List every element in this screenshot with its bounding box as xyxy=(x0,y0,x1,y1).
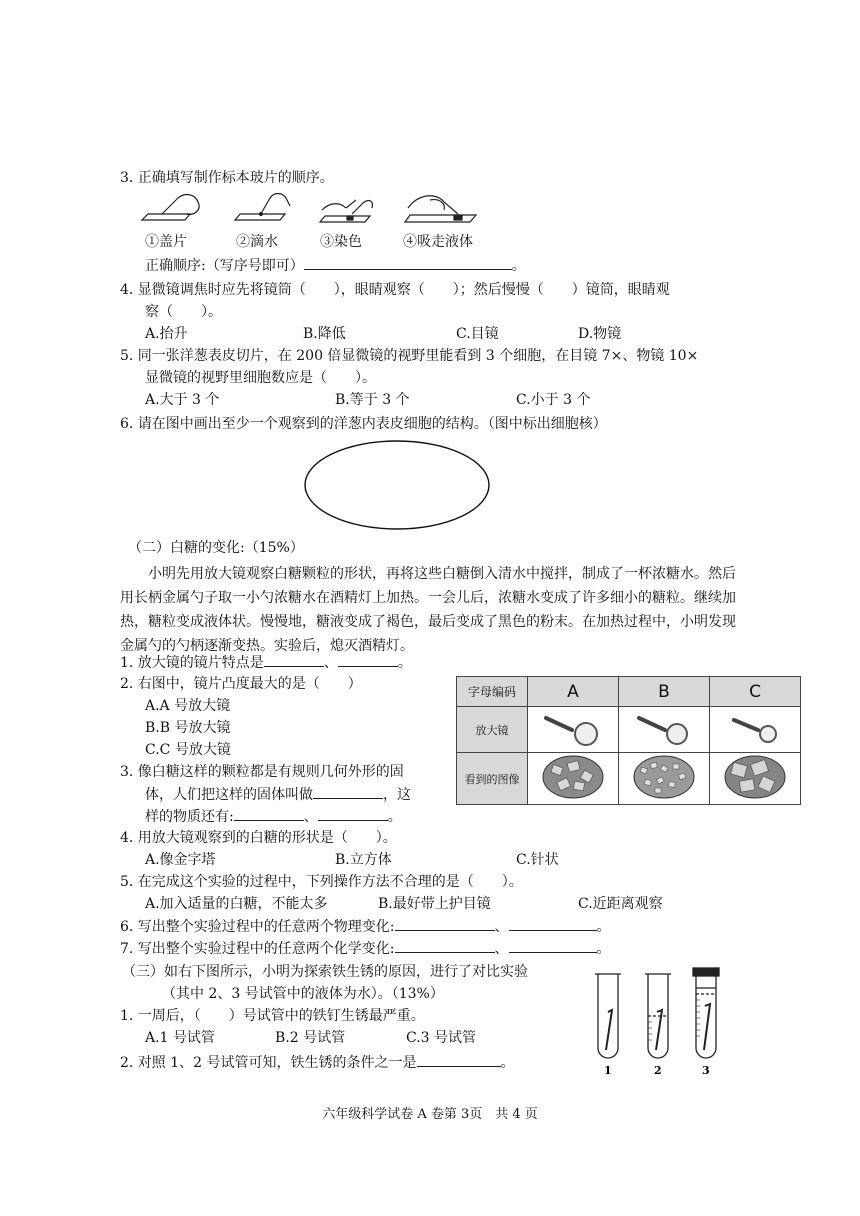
table-row-magnifier: 放大镜 xyxy=(457,707,528,753)
s2-q3-line3a: 样的物质还有: xyxy=(145,809,234,825)
s2-q7-mid: 、 xyxy=(494,941,509,957)
tube-label-3: 3 xyxy=(702,1064,710,1077)
magnifier-b-cell xyxy=(619,707,710,753)
s2-q7-line xyxy=(120,938,611,959)
s2-q4-option-b[interactable]: B.立方体 xyxy=(335,852,392,868)
s2-q2-option-a[interactable]: A.A 号放大镜 xyxy=(145,698,231,714)
q3-step-4: ④吸走液体 xyxy=(403,234,473,250)
q5-option-b[interactable]: B.等于 3 个 xyxy=(335,392,410,408)
s2-q3-blank-1[interactable] xyxy=(313,784,383,799)
s2-q7-blank-2[interactable] xyxy=(509,938,597,953)
s2-q4-option-a[interactable]: A.像金字塔 xyxy=(145,852,216,868)
q5-option-a[interactable]: A.大于 3 个 xyxy=(145,392,220,408)
q6-text: 6. 请在图中画出至少一个观察到的洋葱内表皮细胞的结构。（图中标出细胞核） xyxy=(120,416,607,432)
q3-answer-line xyxy=(145,255,526,276)
slide-steps-illustration xyxy=(140,190,490,230)
q3-step-2: ②滴水 xyxy=(236,234,278,250)
page-footer: 六年级科学试卷 A 卷第 3页 共 4 页 xyxy=(322,1107,538,1122)
table-row-image: 看到的图像 xyxy=(457,753,528,805)
table-col-b: B xyxy=(619,677,710,707)
magnifier-b-icon xyxy=(629,710,699,746)
s2-q3-line3c: 。 xyxy=(387,809,402,825)
s2-q6-mid: 、 xyxy=(494,919,509,935)
q4-option-c[interactable]: C.目镜 xyxy=(456,326,499,342)
s2-q3-line-3 xyxy=(145,806,402,827)
s2-q7-prefix: 7. 写出整个实验过程中的任意两个化学变化: xyxy=(120,941,395,957)
s2-q4-text: 4. 用放大镜观察到的白糖的形状是（ ）。 xyxy=(120,830,397,846)
q3-answer-prefix: 正确顺序:（写序号即可） xyxy=(145,258,304,274)
s3-q1-option-b[interactable]: B.2 号试管 xyxy=(275,1030,346,1046)
q3-answer-blank[interactable] xyxy=(304,255,512,270)
table-col-a: A xyxy=(528,677,619,707)
s2-q1-mid: 、 xyxy=(323,655,338,671)
magnifier-c-icon xyxy=(720,710,790,746)
section2-paragraph: 小明先用放大镜观察白糖颗粒的形状，再将这些白糖倒入清水中搅拌，制成了一杯浓糖水。然后用长柄金属勺子取一小勺浓糖水在酒精灯上加热。一会儿后，浓糖水变成了许多细小的糖粒。继续加热，糖粒变成液体状。慢慢地，糖液变成了褐色，最后变成了黑色的粉末。在加热过程中，小明发现金属勺的勺柄逐渐变热。实验后，熄灭酒精灯。 xyxy=(120,566,736,654)
q4-option-a[interactable]: A.抬升 xyxy=(145,326,188,342)
cell-drawing-area[interactable] xyxy=(302,438,492,532)
sugar-view-b-cell xyxy=(619,753,710,805)
s2-q1-line xyxy=(120,652,412,673)
s2-q6-prefix: 6. 写出整个实验过程中的任意两个物理变化: xyxy=(120,919,395,935)
s3-q1-text: 1. 一周后，（ ）号试管中的铁钉生锈最严重。 xyxy=(120,1008,425,1024)
s3-q2-suffix: 。 xyxy=(500,1055,515,1071)
q5-line-2: 显微镜的视野里细胞数应是（ ）。 xyxy=(145,370,376,386)
s3-q1-option-a[interactable]: A.1 号试管 xyxy=(145,1030,215,1046)
s2-q3-line2b: ，这 xyxy=(383,787,411,803)
table-col-c: C xyxy=(710,677,801,707)
s2-q2-text: 2. 右图中，镜片凸度最大的是（ ） xyxy=(120,676,362,692)
s2-q2-option-c[interactable]: C.C 号放大镜 xyxy=(145,742,231,758)
s2-q3-line2a: 体，人们把这样的固体叫做 xyxy=(145,787,313,803)
s2-q3-blank-2[interactable] xyxy=(234,806,304,821)
q3-step-1: ①盖片 xyxy=(145,234,187,250)
s2-q6-suffix: 。 xyxy=(596,919,611,935)
s3-q2-blank[interactable] xyxy=(417,1052,501,1067)
s2-q7-suffix: 。 xyxy=(596,941,611,957)
q4-line-2: 察（ ）。 xyxy=(145,304,222,320)
sugar-view-c-cell xyxy=(710,753,801,805)
q3-title: 3. 正确填写制作标本玻片的顺序。 xyxy=(120,170,334,186)
s2-q1-prefix: 1. 放大镜的镜片特点是 xyxy=(120,655,264,671)
q4-line-1: 4. 显微镜调焦时应先将镜筒（ ），眼睛观察（ ）；然后慢慢（ ）镜筒，眼睛观 xyxy=(120,282,670,298)
q5-line-1: 5. 同一张洋葱表皮切片，在 200 倍显微镜的视野里能看到 3 个细胞，在目镜 7×、物镜 10× xyxy=(120,348,699,364)
magnifier-a-cell xyxy=(528,707,619,753)
test-tubes-illustration xyxy=(590,966,730,1078)
s2-q5-option-c[interactable]: C.近距离观察 xyxy=(578,896,663,912)
s2-q4-option-c[interactable]: C.针状 xyxy=(516,852,559,868)
table-header-label: 字母编码 xyxy=(457,677,528,707)
s2-q5-option-b[interactable]: B.最好带上护目镜 xyxy=(378,896,491,912)
tube-label-1: 1 xyxy=(604,1064,612,1077)
s2-q3-line-2 xyxy=(145,784,411,805)
s2-q1-blank-1[interactable] xyxy=(264,652,324,667)
s2-q2-option-b[interactable]: B.B 号放大镜 xyxy=(145,720,231,736)
section3-heading-2: （其中 2、3 号试管中的液体为水）。（13%） xyxy=(162,986,444,1002)
tube-label-2: 2 xyxy=(654,1064,662,1077)
magnifier-table xyxy=(456,676,801,805)
sugar-view-a-cell xyxy=(528,753,619,805)
s2-q1-blank-2[interactable] xyxy=(338,652,398,667)
s2-q3-line-1: 3. 像白糖这样的颗粒都是有规则几何外形的固 xyxy=(120,764,404,780)
s3-q2-line xyxy=(120,1052,515,1073)
section2-heading: （二）白糖的变化:（15%） xyxy=(128,540,304,556)
s2-q3-line3b: 、 xyxy=(303,809,318,825)
s2-q6-blank-1[interactable] xyxy=(395,916,495,931)
sugar-crystals-b-image xyxy=(629,754,699,800)
q4-option-d[interactable]: D.物镜 xyxy=(578,326,622,342)
s2-q3-blank-3[interactable] xyxy=(318,806,388,821)
s2-q7-blank-1[interactable] xyxy=(395,938,495,953)
sugar-crystals-a-image xyxy=(538,754,608,800)
section3-heading: （三）如右下图所示，小明为探索铁生锈的原因，进行了对比实验 xyxy=(122,964,528,980)
sugar-crystals-c-image xyxy=(720,754,790,800)
q4-option-b[interactable]: B.降低 xyxy=(303,326,346,342)
q3-answer-suffix: 。 xyxy=(511,258,526,274)
s2-q5-text: 5. 在完成这个实验的过程中，下列操作方法不合理的是（ ）。 xyxy=(120,874,523,890)
magnifier-a-icon xyxy=(538,710,608,746)
q5-option-c[interactable]: C.小于 3 个 xyxy=(516,392,591,408)
s2-q6-blank-2[interactable] xyxy=(509,916,597,931)
s3-q2-prefix: 2. 对照 1、2 号试管可知，铁生锈的条件之一是 xyxy=(120,1055,417,1071)
s3-q1-option-c[interactable]: C.3 号试管 xyxy=(406,1030,477,1046)
q3-step-3: ③染色 xyxy=(320,234,362,250)
s2-q5-option-a[interactable]: A.加入适量的白糖，不能太多 xyxy=(145,896,328,912)
s2-q6-line xyxy=(120,916,611,937)
s2-q1-suffix: 。 xyxy=(397,655,412,671)
magnifier-c-cell xyxy=(710,707,801,753)
